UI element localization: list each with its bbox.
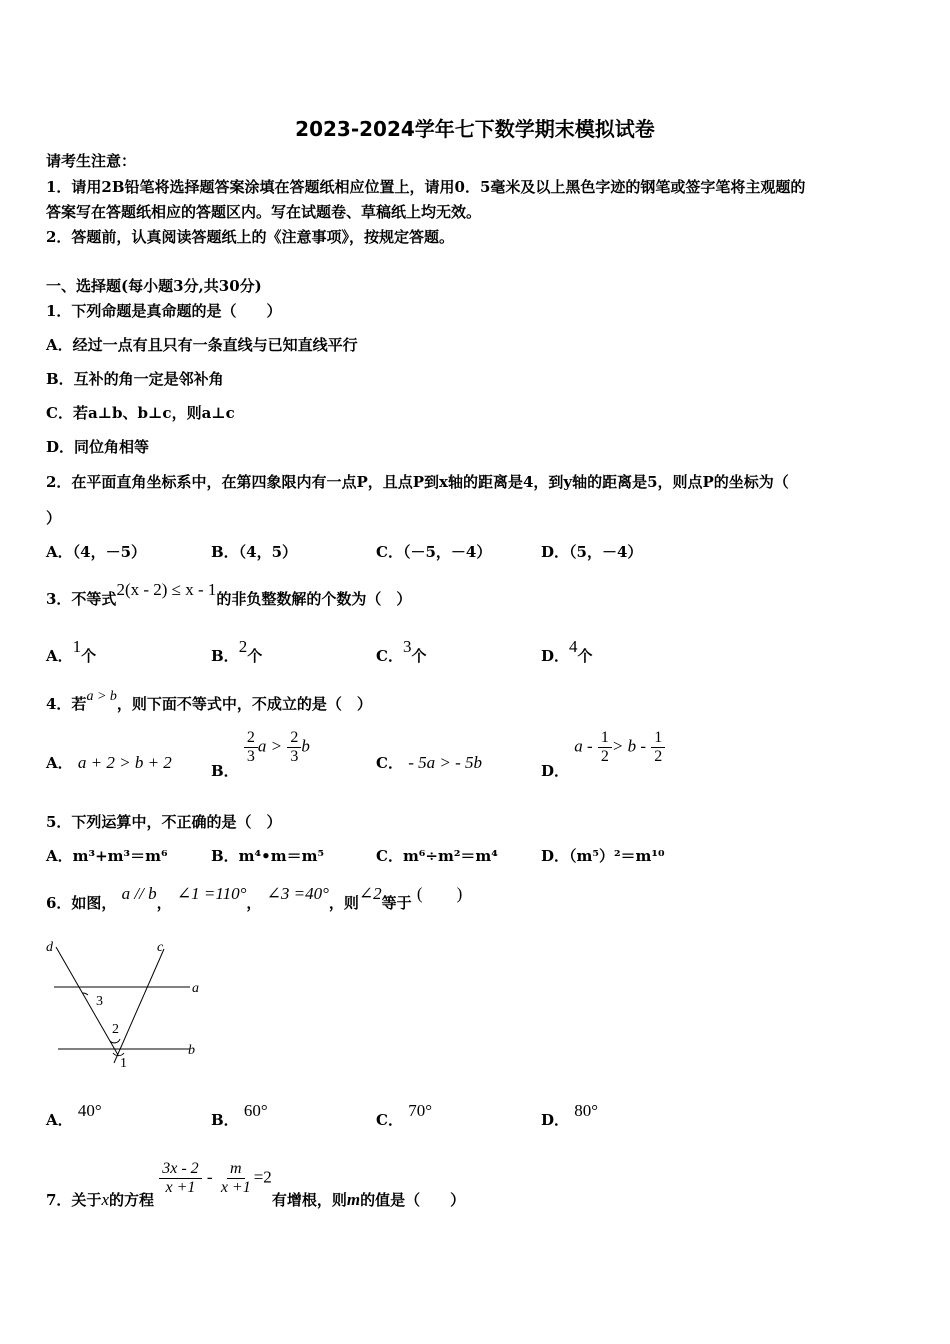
notice-line-1: 1．请用2B铅笔将选择题答案涂填在答题纸相应位置上，请用0．5毫米及以上黑色字迹的钢笔或签字笔将主观题的 xyxy=(46,178,806,196)
q3-option-a xyxy=(46,637,97,666)
q4-c-expr: - 5a > - 5b xyxy=(408,753,482,772)
q6-a-value: 40° xyxy=(77,1101,102,1120)
q5-option-c: C．m⁶÷m²＝m⁴ xyxy=(376,847,498,865)
line-c xyxy=(114,949,164,1063)
q5-option-a: A．m³+m³＝m⁶ xyxy=(46,847,168,865)
q6-cond-angle1: ∠1 =110° xyxy=(176,884,247,903)
q7-stem xyxy=(46,1160,466,1209)
q4-stem-post: ，则下面不等式中，不成立的是（ ） xyxy=(116,695,372,713)
q4-d-frac1-den: 2 xyxy=(600,748,609,765)
q7-fraction-1 xyxy=(159,1160,201,1197)
q7-post2: 的值是（ ） xyxy=(360,1190,466,1209)
q2-option-d: D．（5，－4） xyxy=(541,543,643,561)
q4-d-frac1-num: 1 xyxy=(598,729,612,748)
q1-option-c: C．若a⊥b、b⊥c，则a⊥c xyxy=(46,404,235,422)
q4-d-frac2 xyxy=(651,729,665,766)
q6-option-b xyxy=(211,1101,268,1130)
q7-f1-num: 3x - 2 xyxy=(159,1160,201,1179)
q6-stem xyxy=(46,884,463,913)
q7-f1-den: x +1 xyxy=(165,1179,196,1196)
q1-option-b: B．互补的角一定是邻补角 xyxy=(46,370,224,388)
q7-f2-den: x +1 xyxy=(220,1179,251,1196)
q4-d-frac2-den: 2 xyxy=(654,748,663,765)
q6-option-c xyxy=(376,1101,432,1130)
q5-stem: 5．下列运算中，不正确的是（ ） xyxy=(46,813,282,831)
q3-d-label: D． xyxy=(541,647,570,665)
q7-var-m: m xyxy=(346,1189,361,1209)
q4-b-frac1-den: 3 xyxy=(246,748,255,765)
page-title: 2023-2024学年七下数学期末模拟试卷 xyxy=(295,117,655,141)
q6-sep1: ， xyxy=(156,894,172,912)
q4-option-d xyxy=(541,729,665,780)
q3-c-num: 3 xyxy=(402,637,412,656)
q4-d-label: D． xyxy=(541,761,570,780)
q4-stem-pre: 4．若 xyxy=(46,695,87,713)
q3-b-label: B． xyxy=(211,647,239,665)
q4-d-start: a - xyxy=(574,736,593,756)
q1-option-d: D．同位角相等 xyxy=(46,438,150,456)
q1-stem: 1．下列命题是真命题的是（ ） xyxy=(46,302,282,320)
label-c: c xyxy=(157,940,164,955)
q3-option-b xyxy=(211,637,263,666)
q3-a-unit: 个 xyxy=(81,647,97,665)
q6-sep2: ， xyxy=(246,894,262,912)
q4-a-label: A． xyxy=(46,754,73,772)
q3-a-label: A． xyxy=(46,647,73,665)
q7-f2-num: m xyxy=(227,1160,245,1179)
q3-b-unit: 个 xyxy=(247,647,263,665)
q6-stem-mid: ，则 xyxy=(328,894,359,912)
q7-var-x: x xyxy=(101,1189,109,1209)
q4-d-frac2-num: 1 xyxy=(651,729,665,748)
q3-a-num: 1 xyxy=(72,637,82,656)
q4-c-label: C． xyxy=(376,754,403,772)
q4-option-b xyxy=(211,729,310,780)
q4-b-frac1-num: 2 xyxy=(244,729,258,748)
q6-c-label: C． xyxy=(376,1111,403,1129)
q2-stem: 2．在平面直角坐标系中，在第四象限内有一点P，且点P到x轴的距离是4，到y轴的距离是5，则点P的坐标为（ xyxy=(46,473,789,491)
q4-a-expr: a + 2 > b + 2 xyxy=(77,753,172,772)
q2-option-a: A．（4，－5） xyxy=(46,543,147,561)
q3-stem xyxy=(46,580,412,609)
q6-cond-angle3: ∠3 =40° xyxy=(266,884,329,903)
q6-target-angle: ∠2 xyxy=(358,884,382,903)
notice-line-3: 2．答题前，认真阅读答题纸上的《注意事项》，按规定答题。 xyxy=(46,228,454,246)
label-1: 1 xyxy=(120,1056,127,1071)
q6-answer-paren: ( ) xyxy=(416,884,463,903)
q7-pre1: 7．关于 xyxy=(46,1190,102,1209)
q3-option-d xyxy=(541,637,593,666)
q7-equals: =2 xyxy=(253,1167,272,1187)
q4-condition: a > b xyxy=(86,689,117,704)
q7-pre2: 的方程 xyxy=(108,1190,154,1209)
q7-fraction-2 xyxy=(218,1160,254,1197)
q6-a-label: A． xyxy=(46,1111,73,1129)
q3-stem-pre: 3．不等式 xyxy=(46,590,117,608)
angle2-arc xyxy=(110,1039,120,1043)
q4-stem xyxy=(46,689,372,716)
q6-c-value: 70° xyxy=(408,1101,432,1120)
label-a: a xyxy=(192,981,199,996)
q2-option-c: C．（－5，－4） xyxy=(376,543,492,561)
q4-b-frac2-num: 2 xyxy=(287,729,301,748)
q3-d-num: 4 xyxy=(569,637,578,656)
q3-c-label: C． xyxy=(376,647,403,665)
q3-d-unit: 个 xyxy=(577,647,593,665)
q4-b-label: B． xyxy=(211,761,239,780)
q3-option-c xyxy=(376,637,427,666)
q4-option-c xyxy=(376,753,482,773)
q3-stem-post: 的非负整数解的个数为（ ） xyxy=(216,590,412,608)
q6-option-d xyxy=(541,1101,599,1130)
q7-minus: - xyxy=(206,1167,213,1187)
section-heading: 一、选择题(每小题3分,共30分) xyxy=(46,277,262,295)
q1-option-a: A．经过一点有且只有一条直线与已知直线平行 xyxy=(46,336,358,354)
q6-d-value: 80° xyxy=(574,1101,599,1120)
q3-b-num: 2 xyxy=(238,637,248,656)
q2-stem-cont: ） xyxy=(46,509,62,527)
q6-stem-pre: 6．如图， xyxy=(46,894,117,912)
q5-option-b: B．m⁴•m＝m⁵ xyxy=(211,847,325,865)
q3-c-unit: 个 xyxy=(411,647,427,665)
label-3: 3 xyxy=(96,994,103,1009)
q6-stem-post: 等于 xyxy=(381,894,412,912)
q6-b-value: 60° xyxy=(243,1101,268,1120)
q6-d-label: D． xyxy=(541,1111,570,1129)
label-d: d xyxy=(46,940,53,955)
q4-b-frac2-den: 3 xyxy=(290,748,299,765)
q4-option-a xyxy=(46,753,172,773)
label-2: 2 xyxy=(112,1022,119,1037)
q6-option-a xyxy=(46,1101,102,1130)
q4-b-mid: a > xyxy=(257,736,283,756)
notice-heading: 请考生注意： xyxy=(46,152,137,170)
q2-option-b: B．（4，5） xyxy=(211,543,298,561)
q7-post1: 有增根，则 xyxy=(271,1190,347,1209)
label-b: b xyxy=(188,1043,195,1058)
q4-b-end: b xyxy=(301,736,310,756)
q4-b-frac2 xyxy=(287,729,301,766)
q4-d-mid: > b - xyxy=(611,736,647,756)
q4-b-frac1 xyxy=(244,729,258,766)
q6-cond-parallel: a // b xyxy=(121,884,157,903)
q6-figure xyxy=(40,935,210,1075)
q6-b-label: B． xyxy=(211,1111,239,1129)
notice-line-2: 答案写在答题纸相应的答题区内。写在试题卷、草稿纸上均无效。 xyxy=(46,203,482,221)
q5-option-d: D．（m⁵）²＝m¹⁰ xyxy=(541,847,665,865)
q3-inequality: 2(x - 2) ≤ x - 1 xyxy=(116,580,217,599)
line-d xyxy=(56,947,118,1055)
q4-d-frac1 xyxy=(598,729,612,766)
